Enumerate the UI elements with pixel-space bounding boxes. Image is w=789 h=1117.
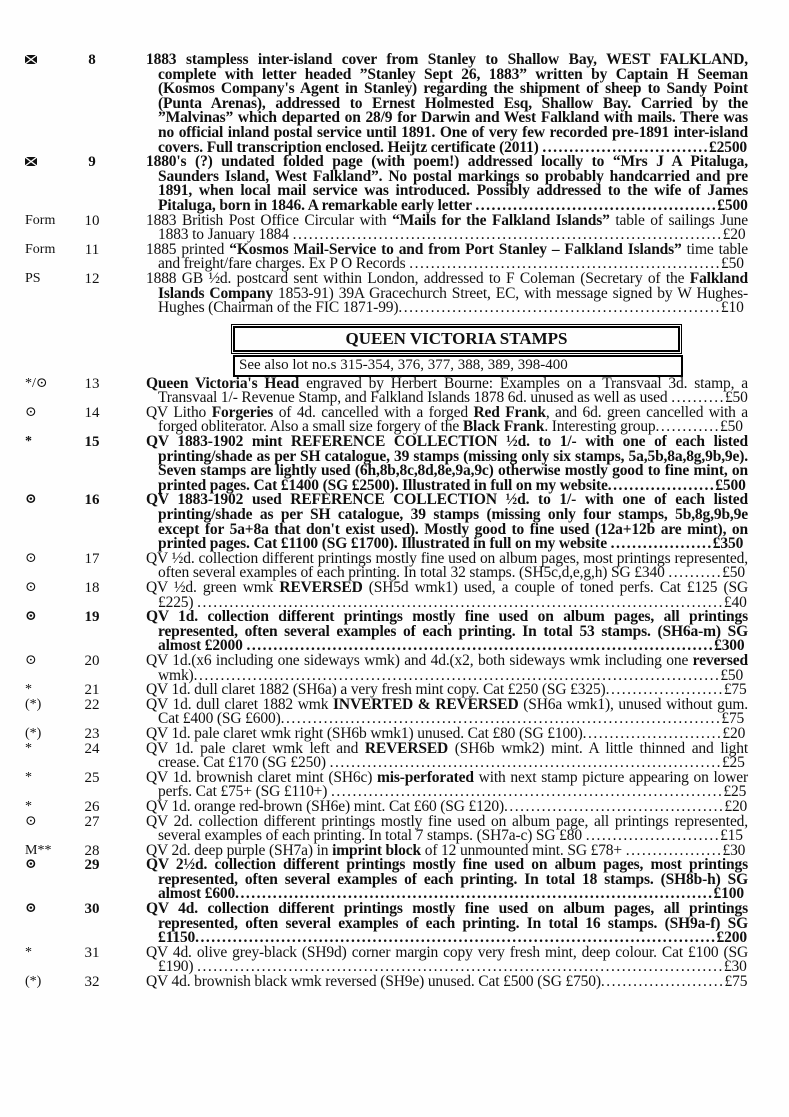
- lot-price: £10: [720, 299, 744, 317]
- lot-entry: [20, 651, 748, 684]
- dot-leader: ..........: [668, 564, 723, 582]
- dot-leader: .......................................................................................: [246, 637, 715, 655]
- lot-symbol: (*): [25, 696, 42, 712]
- lot-entry: [20, 695, 748, 728]
- section-note: See also lot no.s 315-354, 376, 377, 388, 389, 398-400: [239, 356, 568, 373]
- lot-description: QV 1d. orange red-brown (SH6e) mint. Cat £60 (SG £120).........................................£20: [146, 797, 748, 815]
- lot-symbol: ⊙: [25, 652, 37, 668]
- lot-entry: [20, 975, 748, 990]
- lot-number: 27: [84, 813, 100, 830]
- lot-price: £75: [724, 973, 748, 991]
- lot-number: 10: [84, 212, 100, 229]
- lot-list-queen-victoria: [20, 374, 749, 991]
- lot-price: £300: [714, 637, 745, 655]
- lot-symbol: (*): [25, 725, 42, 741]
- lot-price: £50: [720, 418, 743, 436]
- lot-number: 14: [84, 404, 100, 421]
- dot-leader: ..........................................................: [409, 255, 721, 273]
- lot-price: £75: [721, 710, 745, 728]
- lot-price: £100: [713, 885, 744, 903]
- lot-price: £50: [724, 389, 748, 407]
- dot-leader: ............................................................: [398, 299, 721, 317]
- lot-list-prestamp: [20, 53, 748, 316]
- lot-price: £500: [717, 196, 748, 214]
- lot-description: QV 1d. dull claret 1882 (SH6a) a very fresh mint copy. Cat £250 (SG £325)......................£75: [146, 681, 747, 699]
- lot-price: £75: [723, 681, 747, 699]
- lot-description: 1885 printed “Kosmos Mail-Service to and from Port Stanley – Falkland Islands” time table and freight/fare charges. Ex P O Records ..........................................................£50: [146, 240, 748, 273]
- lot-symbol: PS: [25, 270, 41, 286]
- lot-entry: [20, 858, 748, 902]
- lot-number: 18: [84, 580, 100, 596]
- lot-description: QV 1883-1902 mint REFERENCE COLLECTION ½d. to 1/- with one of each listed printing/shade as per SH catalogue, 39 stamps (missing only six stamps, 5a,5b,8a,8g,9b,9e). Seven stamps are lightly used (6h,8b,8c,8d,8e,9a,9c) otherwise mostly good to fine mint, on printed pages. Cat £1400 (SG £2500). Illustrated in full on my website....................£500: [146, 433, 748, 494]
- section-heading-box: [233, 326, 680, 352]
- lot-description: QV 1d. brownish claret mint (SH6c) mis-perforated with next stamp picture appearing on lower perfs. Cat £75+ (SG £110+) .........................................................................£25: [146, 768, 749, 801]
- lot-symbol: *: [25, 682, 32, 698]
- lot-entry: [20, 610, 748, 654]
- lot-symbol: *: [25, 434, 32, 450]
- lot-entry: [20, 739, 748, 772]
- lot-price: £2500: [709, 138, 748, 156]
- lot-symbol: ⊙: [25, 550, 37, 566]
- lot-description: 1883 British Post Office Circular with “Mails for the Falkland Islands” table of sailings June 1883 to January 1884 ................................................................................£20: [146, 211, 749, 244]
- lot-symbol: ⊙: [25, 404, 37, 420]
- dot-leader: .........................................................................: [329, 754, 722, 772]
- lot-description: QV 1d. dull claret 1882 wmk INVERTED & REVERSED (SH6a wmk1), unused without gum. Cat £400 (SG £600)..................................................................................£75: [146, 695, 748, 728]
- lot-description: QV Litho Forgeries of 4d. cancelled with a forged Red Frank, and 6d. green cancelled with a forged obliterator. Also a small size forgery of the Black Frank. Interesting group............£50: [146, 403, 749, 436]
- lot-entry: [20, 374, 748, 407]
- lot-description: QV 1d. pale claret wmk left and REVERSED (SH6b wmk2) mint. A little thinned and light crease. Cat £170 (SG £250) .........................................................................£25: [146, 739, 748, 772]
- lot-number: 21: [84, 682, 100, 699]
- dot-leader: ..........................: [582, 724, 723, 742]
- lot-number: 32: [84, 974, 100, 991]
- lot-symbol: M**: [25, 842, 52, 858]
- lot-entry: [20, 812, 748, 845]
- cover-icon: [20, 155, 76, 170]
- lot-description: QV 2½d. collection different printings mostly fine used on album pages, most printings represented, often several examples of each printing. In total 18 stamps. (SH8b-h) SG almost £600.........................................................................................£100: [146, 856, 748, 903]
- lot-number: 31: [84, 944, 100, 961]
- dot-leader: ..................................................................................................: [193, 666, 721, 684]
- lot-symbol: (*): [25, 974, 42, 990]
- lot-number: 28: [84, 842, 100, 859]
- lot-price: £200: [716, 929, 747, 947]
- lot-price: £50: [722, 564, 745, 582]
- lot-number: 23: [84, 725, 100, 742]
- lot-number: 26: [84, 798, 100, 815]
- dot-leader: .........................................: [503, 797, 725, 815]
- lot-number: 29: [84, 857, 100, 874]
- lot-entry: [20, 269, 748, 317]
- dot-leader: ..................................................................................................: [197, 593, 724, 611]
- lot-description: QV ½d. collection different printings mostly fine used on album pages, most printings represented, often several examples of each printing. In total 32 stamps. (SH5c,d,e,g,h) SG £340 ..........£50: [146, 549, 748, 582]
- lot-entry: [20, 549, 748, 582]
- lot-price: £50: [720, 666, 744, 684]
- lot-entry: [20, 403, 749, 436]
- lot-entry: [20, 53, 748, 155]
- dot-leader: .........................................................................: [331, 783, 724, 801]
- lot-number: 30: [84, 901, 100, 918]
- lot-entry: [20, 768, 749, 801]
- lot-number: 19: [84, 609, 100, 626]
- lot-entry: [20, 493, 748, 551]
- lot-price: £20: [724, 797, 748, 815]
- lot-symbol: Form: [25, 241, 56, 257]
- lot-price: £20: [722, 724, 746, 742]
- lot-description: 1888 GB ½d. postcard sent within London, addressed to F Coleman (Secretary of the Falkland Islands Company 1853-91) 39A Gracechurch Street, EC, with message signed by W Hughes-Hughes (Chairman of the FIC 1871-99)............................................................£10: [146, 269, 748, 317]
- lot-number: 22: [84, 696, 100, 713]
- lot-symbol: ⊙: [25, 901, 37, 917]
- lot-entry: [20, 240, 748, 273]
- lot-description: QV 1883-1902 used REFERENCE COLLECTION ½d. to 1/- with one of each listed printing/shade as per SH catalogue, 39 stamps (missing only four stamps, 5b,8g,9b,9e except for 5a+8a that don't exist used). Mostly good to fine used (12a+12b are mint), on printed pages. Cat £1100 (SG £1700). Illustrated in full on my website ...................£350: [146, 491, 748, 553]
- lot-description: QV 1d. collection different printings mostly fine used on album pages, all printings represented, often several examples of each printing. In total 53 stamps. (SH6a-m) SG almost £2000 .......................................................................................£300: [146, 608, 748, 655]
- lot-description: QV 4d. collection different printings mostly fine used on album pages, all printings represented, often several examples of each printing. In total 16 stamps. (SH9a-f) SG £1150.................................................................................................£200: [146, 900, 748, 947]
- lot-description: 1880's (?) undated folded page (with poem!) addressed locally to “Mrs J A Pitaluga, Saunders Island, West Falkland”. No postal markings so probably handcarried and pre 1891, when local mail service was introduced. Possibly addressed to the wife of James Pitaluga, born in 1846. A remarkable early letter .............................................£500: [146, 153, 748, 214]
- lot-symbol: ⊙: [25, 580, 37, 595]
- lot-symbol: ⊙: [25, 492, 37, 508]
- dot-leader: .......................: [600, 973, 725, 991]
- lot-symbol: *: [25, 944, 32, 960]
- lot-description: QV 4d. brownish black wmk reversed (SH9e) unused. Cat £500 (SG £750).......................£75: [146, 973, 748, 991]
- cover-icon: [20, 53, 76, 68]
- lot-price: £30: [723, 958, 747, 976]
- lot-symbol: ⊙: [25, 609, 37, 625]
- lot-entry: [20, 435, 748, 493]
- lot-description: QV 1d.(x6 including one sideways wmk) and 4d.(x2, both sideways wmk including one reversed wmk)..................................................................................................£50: [146, 651, 748, 684]
- dot-leader: ............: [655, 418, 721, 436]
- dot-leader: ....................: [607, 476, 716, 494]
- lot-symbol: Form: [25, 212, 56, 228]
- dot-leader: .................................................................................................: [195, 929, 717, 947]
- lot-number: 20: [84, 652, 100, 669]
- lot-price: £15: [720, 827, 743, 845]
- lot-symbol: *: [25, 740, 32, 756]
- lot-price: £30: [722, 841, 746, 859]
- lot-number: 24: [84, 740, 100, 757]
- dot-leader: ..........: [671, 389, 725, 407]
- lot-description: 1883 stampless inter-island cover from Stanley to Shallow Bay, WEST FALKLAND, complete with letter headed ”Stanley Sept 26, 1883” written by Captain H Seeman (Kosmos Company's Agent in Stanley) regarding the shipment of sheep to Sandy Point (Punta Arenas), addressed to Ernest Holmested Esq, Shallow Bay. Carried by the ”Malvinas” which departed on 28/9 for Darwin and West Falkland with mails. There was no official inland postal service until 1891. One of very few recorded pre-1891 inter-island covers. Full transcription enclosed. Heijtz certificate (2011) ...............................£2500: [146, 51, 748, 156]
- lot-entry: [20, 902, 748, 946]
- lot-description: QV 4d. olive grey-black (SH9d) corner margin copy very fresh mint, deep colour. Cat £100 (SG £190) ..................................................................................................£30: [146, 943, 748, 976]
- lot-symbol: *: [25, 769, 32, 785]
- lot-number: 11: [84, 241, 100, 258]
- lot-entry: [20, 211, 749, 244]
- lot-number: 12: [84, 270, 100, 287]
- lot-price: £20: [722, 226, 746, 244]
- lot-price: £350: [712, 535, 744, 553]
- lot-entry: [20, 581, 748, 610]
- dot-leader: ..................................................................................: [280, 710, 722, 728]
- lot-number: 17: [84, 550, 100, 567]
- lot-symbol: */⊙: [25, 375, 48, 391]
- lot-symbol: *: [25, 798, 32, 814]
- lot-entry: [20, 943, 748, 976]
- lot-symbol: ⊙: [25, 857, 37, 873]
- section-heading: QUEEN VICTORIA STAMPS: [345, 328, 568, 348]
- dot-leader: ...................: [610, 535, 713, 553]
- lot-description: QV 2d. collection different printings mostly fine used on album page, all printings represented, several examples of each printing. In total 7 stamps. (SH7a-c) SG £80 .........................£15: [146, 812, 748, 845]
- lot-price: £500: [715, 476, 746, 494]
- dot-leader: .............................................: [475, 196, 718, 214]
- lot-price: £25: [721, 754, 745, 772]
- lot-price: £50: [721, 255, 744, 273]
- dot-leader: .........................: [585, 827, 721, 845]
- dot-leader: ...............................: [542, 138, 710, 156]
- lot-number: 8: [88, 52, 96, 68]
- lot-number: 25: [84, 769, 100, 786]
- lot-entry: [20, 155, 748, 213]
- lot-symbol: ⊙: [25, 813, 37, 829]
- lot-number: 9: [88, 154, 96, 171]
- dot-leader: ..................: [625, 841, 723, 859]
- section-note-box: [233, 355, 683, 377]
- lot-number: 16: [84, 492, 100, 509]
- dot-leader: .........................................................................................: [235, 885, 714, 903]
- lot-description: QV 1d. pale claret wmk right (SH6b wmk1) unused. Cat £80 (SG £100)..........................£20: [146, 724, 746, 742]
- dot-leader: ..................................................................................................: [197, 958, 724, 976]
- lot-description: QV ½d. green wmk REVERSED (SH5d wmk1) used, a couple of toned perfs. Cat £125 (SG £225) ..................................................................................................£40: [146, 579, 748, 611]
- lot-price: £25: [723, 783, 747, 801]
- lot-price: £40: [723, 593, 747, 611]
- dot-leader: ......................: [605, 681, 724, 699]
- lot-description: QV 2d. deep purple (SH7a) in imprint block of 12 unmounted mint. SG £78+ ..................£30: [146, 841, 746, 859]
- dot-leader: ................................................................................: [292, 226, 723, 244]
- lot-number: 15: [84, 434, 100, 451]
- lot-number: 13: [84, 375, 100, 392]
- lot-description: Queen Victoria's Head engraved by Herbert Bourne: Examples on a Transvaal 3d. stamp, a Transvaal 1/- Revenue Stamp, and Falkland Islands 1878 6d. unused as well as used ..........£50: [146, 374, 748, 407]
